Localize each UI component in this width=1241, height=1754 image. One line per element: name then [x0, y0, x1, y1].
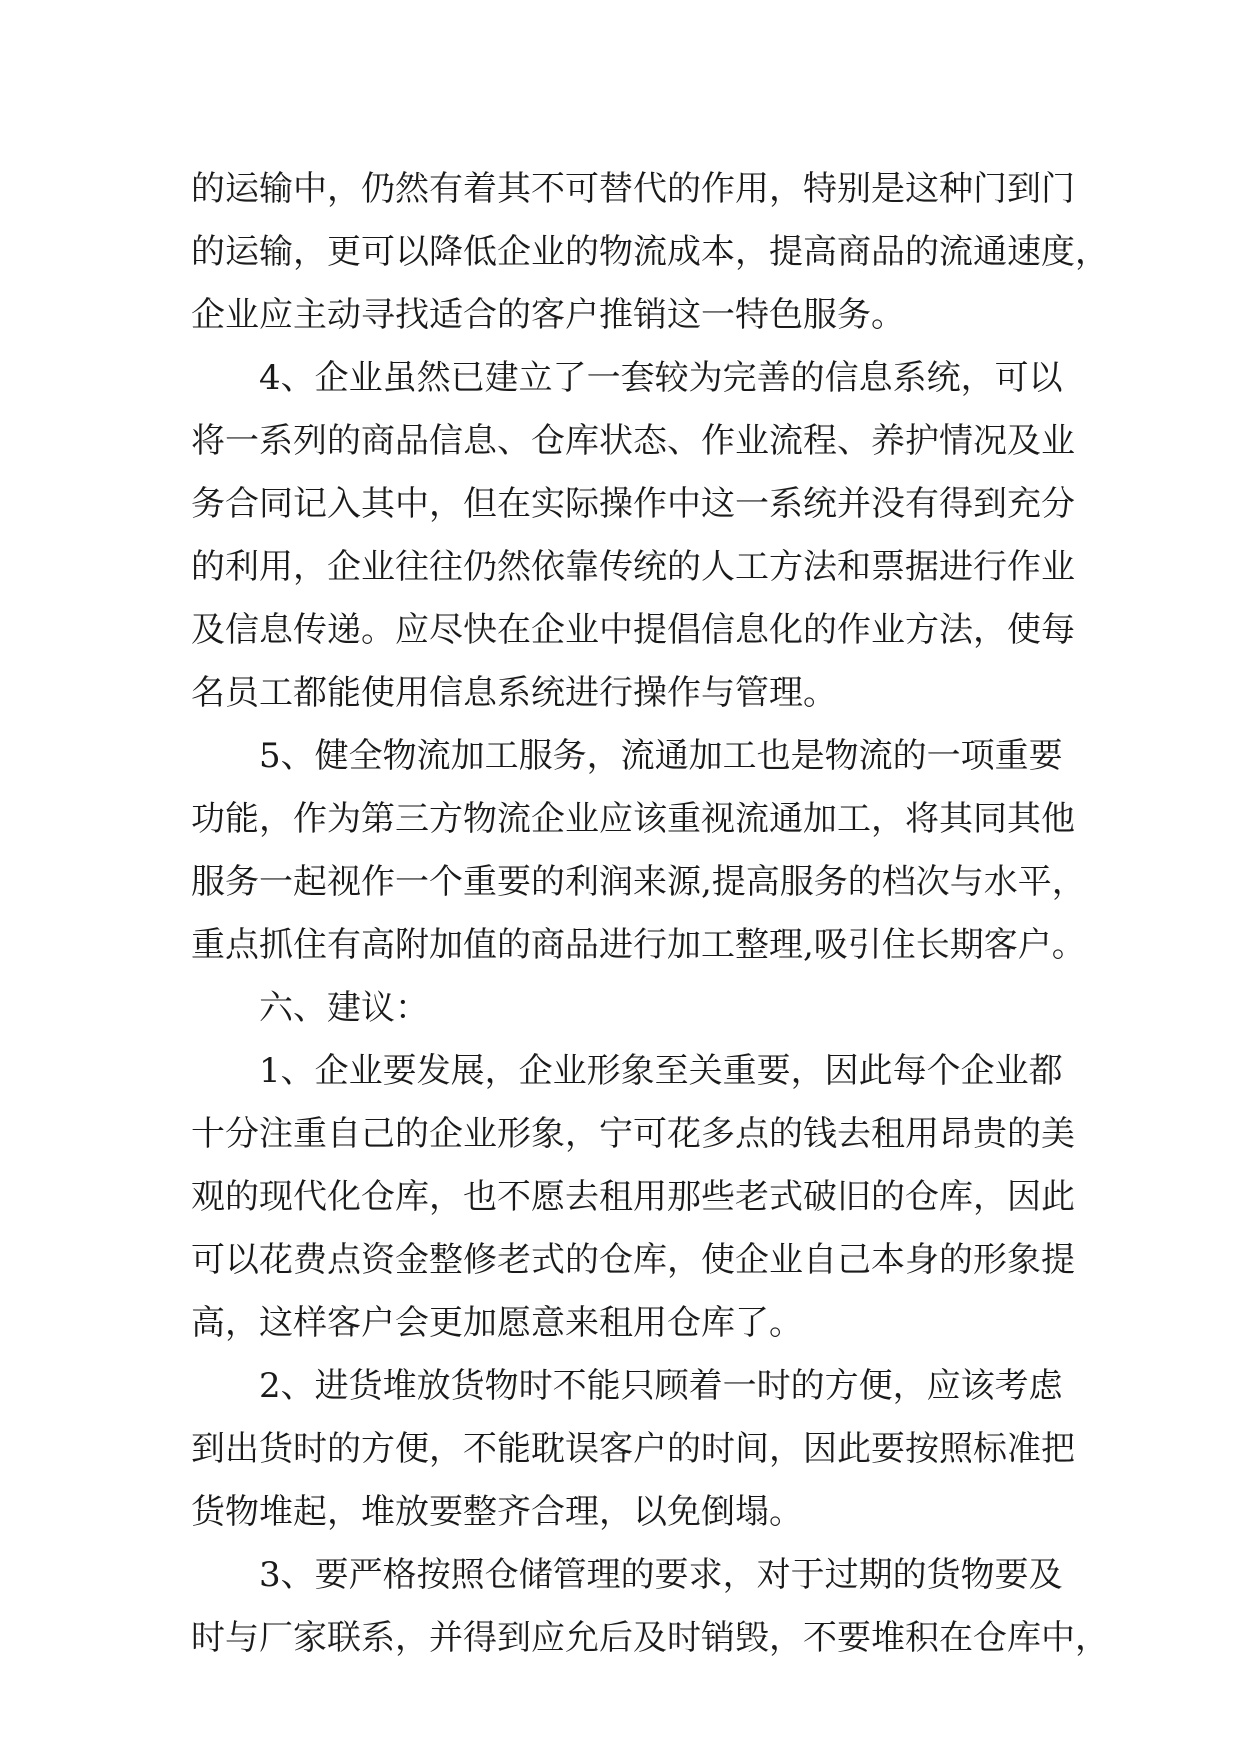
text-line: 3、要严格按照仓储管理的要求，对于过期的货物要及 [259, 1555, 1063, 1595]
text-line: 六、建议： [259, 988, 429, 1028]
text-line: 时与厂家联系，并得到应允后及时销毁，不要堆积在仓库中， [191, 1618, 1109, 1658]
text-line: 十分注重自己的企业形象，宁可花多点的钱去租用昂贵的美 [191, 1114, 1075, 1154]
text-line: 务合同记入其中，但在实际操作中这一系统并没有得到充分 [191, 484, 1075, 524]
text-line: 企业应主动寻找适合的客户推销这一特色服务。 [191, 295, 905, 335]
text-line: 的运输中，仍然有着其不可替代的作用，特别是这种门到门 [191, 169, 1075, 209]
text-line: 4、企业虽然已建立了一套较为完善的信息系统，可以 [259, 358, 1063, 398]
text-line: 及信息传递。应尽快在企业中提倡信息化的作业方法，使每 [191, 610, 1075, 650]
text-line: 功能，作为第三方物流企业应该重视流通加工，将其同其他 [191, 799, 1075, 839]
text-line: 将一系列的商品信息、仓库状态、作业流程、养护情况及业 [191, 421, 1075, 461]
text-line: 可以花费点资金整修老式的仓库，使企业自己本身的形象提 [191, 1240, 1075, 1280]
text-line: 1、企业要发展，企业形象至关重要，因此每个企业都 [259, 1051, 1063, 1091]
body-text [191, 158, 1109, 1670]
text-line: 名员工都能使用信息系统进行操作与管理。 [191, 673, 837, 713]
text-line: 到出货时的方便，不能耽误客户的时间，因此要按照标准把 [191, 1429, 1075, 1469]
text-line: 服务一起视作一个重要的利润来源,提高服务的档次与水平， [191, 862, 1086, 902]
text-line: 货物堆起，堆放要整齐合理，以免倒塌。 [191, 1492, 803, 1532]
text-line: 重点抓住有高附加值的商品进行加工整理,吸引住长期客户。 [191, 925, 1086, 965]
text-line: 观的现代化仓库，也不愿去租用那些老式破旧的仓库，因此 [191, 1177, 1075, 1217]
text-line: 的运输，更可以降低企业的物流成本，提高商品的流通速度， [191, 232, 1109, 272]
text-line: 5、健全物流加工服务，流通加工也是物流的一项重要 [259, 736, 1063, 776]
text-line: 2、进货堆放货物时不能只顾着一时的方便，应该考虑 [259, 1366, 1063, 1406]
text-line: 高，这样客户会更加愿意来租用仓库了。 [191, 1303, 803, 1343]
text-line: 的利用，企业往往仍然依靠传统的人工方法和票据进行作业 [191, 547, 1075, 587]
